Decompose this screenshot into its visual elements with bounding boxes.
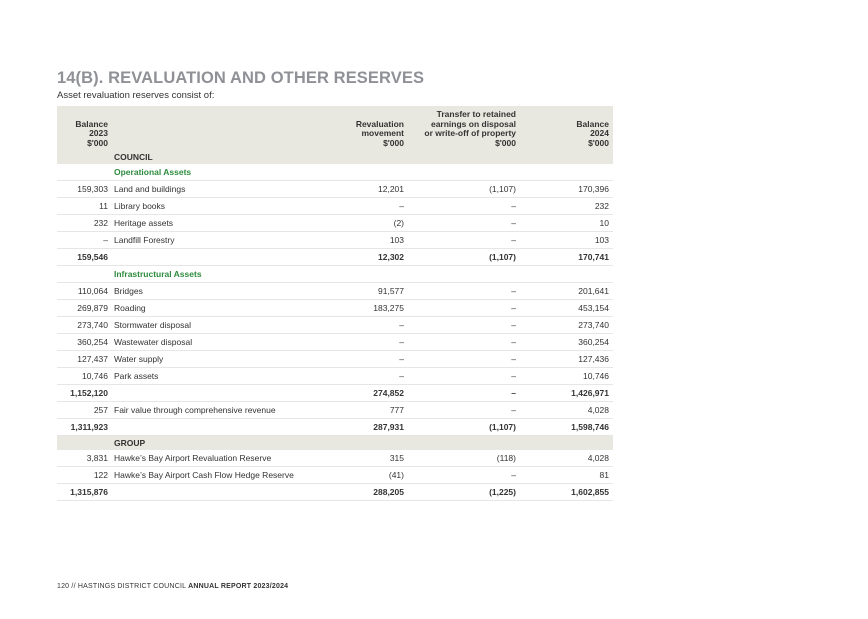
cell-balance-2023: 1,315,876 bbox=[57, 484, 112, 501]
cell-transfer: – bbox=[408, 317, 520, 334]
cell-empty bbox=[408, 164, 520, 181]
header-balance-2024 bbox=[520, 106, 613, 150]
cell-transfer: (1,107) bbox=[408, 419, 520, 436]
cell-transfer: – bbox=[408, 283, 520, 300]
cell-empty bbox=[57, 266, 112, 283]
cell-description: Land and buildings bbox=[112, 181, 346, 198]
page-title: 14(B). REVALUATION AND OTHER RESERVES bbox=[57, 69, 425, 87]
subsection-row bbox=[57, 266, 613, 283]
cell-balance-2023: 11 bbox=[57, 198, 112, 215]
cell-revaluation: 103 bbox=[346, 232, 408, 249]
cell-transfer: – bbox=[408, 198, 520, 215]
cell-description: Wastewater disposal bbox=[112, 334, 346, 351]
table-row bbox=[57, 467, 613, 484]
cell-description: Bridges bbox=[112, 283, 346, 300]
table-row bbox=[57, 368, 613, 385]
cell-balance-2023: 110,064 bbox=[57, 283, 112, 300]
cell-balance-2024: 1,426,971 bbox=[520, 385, 613, 402]
cell-description: Library books bbox=[112, 198, 346, 215]
header-description bbox=[112, 106, 346, 150]
header-transfer-retained-earnings bbox=[408, 106, 520, 150]
subsection-label: Infrastructural Assets bbox=[112, 266, 346, 283]
cell-balance-2023: 360,254 bbox=[57, 334, 112, 351]
total-row bbox=[57, 419, 613, 436]
cell-balance-2024: 232 bbox=[520, 198, 613, 215]
section-row bbox=[57, 436, 613, 451]
cell-description: Hawke’s Bay Airport Revaluation Reserve bbox=[112, 450, 346, 467]
cell-empty bbox=[408, 150, 520, 164]
cell-empty bbox=[520, 150, 613, 164]
table-row bbox=[57, 351, 613, 368]
cell-revaluation: 91,577 bbox=[346, 283, 408, 300]
cell-description bbox=[112, 419, 346, 436]
header-revaluation-movement bbox=[346, 106, 408, 150]
table-row bbox=[57, 317, 613, 334]
footer-report-title: ANNUAL REPORT 2023/2024 bbox=[188, 583, 289, 590]
cell-transfer: (1,107) bbox=[408, 249, 520, 266]
header-line: Transfer to retained bbox=[436, 109, 516, 119]
cell-description bbox=[112, 385, 346, 402]
cell-revaluation: (41) bbox=[346, 467, 408, 484]
subsection-label: Operational Assets bbox=[112, 164, 346, 181]
cell-balance-2024: 81 bbox=[520, 467, 613, 484]
cell-balance-2024: 127,436 bbox=[520, 351, 613, 368]
cell-balance-2024: 170,741 bbox=[520, 249, 613, 266]
table-row bbox=[57, 232, 613, 249]
cell-empty bbox=[520, 266, 613, 283]
cell-balance-2023: 127,437 bbox=[57, 351, 112, 368]
footer-prefix: 120 // HASTINGS DISTRICT COUNCIL bbox=[57, 583, 189, 590]
cell-balance-2024: 170,396 bbox=[520, 181, 613, 198]
cell-revaluation: – bbox=[346, 198, 408, 215]
header-line: $'000 bbox=[588, 137, 609, 148]
cell-description: Roading bbox=[112, 300, 346, 317]
reserves-table bbox=[57, 106, 613, 501]
total-row bbox=[57, 385, 613, 402]
cell-revaluation: 183,275 bbox=[346, 300, 408, 317]
total-row bbox=[57, 484, 613, 501]
table-row bbox=[57, 181, 613, 198]
cell-empty bbox=[57, 436, 112, 451]
cell-transfer: – bbox=[408, 368, 520, 385]
cell-balance-2023: 10,746 bbox=[57, 368, 112, 385]
cell-empty bbox=[346, 150, 408, 164]
cell-transfer: (1,225) bbox=[408, 484, 520, 501]
table-row bbox=[57, 300, 613, 317]
section-row bbox=[57, 150, 613, 164]
cell-description: Stormwater disposal bbox=[112, 317, 346, 334]
header-line: Balance bbox=[75, 118, 108, 129]
cell-balance-2023: 159,546 bbox=[57, 249, 112, 266]
cell-balance-2024: 273,740 bbox=[520, 317, 613, 334]
table-row bbox=[57, 215, 613, 232]
cell-empty bbox=[408, 436, 520, 451]
total-row bbox=[57, 249, 613, 266]
cell-description bbox=[112, 249, 346, 266]
cell-revaluation: 288,205 bbox=[346, 484, 408, 501]
cell-balance-2024: 1,598,746 bbox=[520, 419, 613, 436]
cell-empty bbox=[346, 164, 408, 181]
cell-transfer: – bbox=[408, 215, 520, 232]
cell-description: Hawke’s Bay Airport Cash Flow Hedge Reserve bbox=[112, 467, 346, 484]
table-intro: Asset revaluation reserves consist of: bbox=[57, 90, 215, 101]
table-row bbox=[57, 450, 613, 467]
cell-balance-2024: 10,746 bbox=[520, 368, 613, 385]
cell-balance-2023: 257 bbox=[57, 402, 112, 419]
cell-empty bbox=[520, 436, 613, 451]
cell-balance-2024: 103 bbox=[520, 232, 613, 249]
cell-description: Park assets bbox=[112, 368, 346, 385]
cell-revaluation: – bbox=[346, 317, 408, 334]
cell-empty bbox=[408, 266, 520, 283]
cell-balance-2024: 4,028 bbox=[520, 402, 613, 419]
header-balance-2023 bbox=[57, 106, 112, 150]
cell-balance-2024: 453,154 bbox=[520, 300, 613, 317]
header-line: 2023 bbox=[89, 128, 108, 138]
cell-empty bbox=[346, 266, 408, 283]
cell-revaluation: – bbox=[346, 368, 408, 385]
cell-revaluation: (2) bbox=[346, 215, 408, 232]
cell-balance-2023: 1,311,923 bbox=[57, 419, 112, 436]
cell-balance-2024: 201,641 bbox=[520, 283, 613, 300]
table-row bbox=[57, 402, 613, 419]
cell-description: Heritage assets bbox=[112, 215, 346, 232]
cell-transfer: – bbox=[408, 334, 520, 351]
cell-description bbox=[112, 484, 346, 501]
page-footer bbox=[57, 583, 288, 590]
cell-balance-2023: 3,831 bbox=[57, 450, 112, 467]
cell-description: Landfill Forestry bbox=[112, 232, 346, 249]
cell-transfer: (1,107) bbox=[408, 181, 520, 198]
cell-revaluation: 777 bbox=[346, 402, 408, 419]
cell-balance-2023: 1,152,120 bbox=[57, 385, 112, 402]
cell-revaluation: – bbox=[346, 351, 408, 368]
section-label: COUNCIL bbox=[112, 150, 346, 164]
header-line: $'000 bbox=[495, 137, 516, 148]
cell-transfer: – bbox=[408, 467, 520, 484]
cell-balance-2024: 1,602,855 bbox=[520, 484, 613, 501]
cell-description: Water supply bbox=[112, 351, 346, 368]
table-row bbox=[57, 334, 613, 351]
cell-revaluation: 12,201 bbox=[346, 181, 408, 198]
cell-transfer: – bbox=[408, 351, 520, 368]
cell-balance-2023: 273,740 bbox=[57, 317, 112, 334]
table-row bbox=[57, 198, 613, 215]
cell-empty bbox=[346, 436, 408, 451]
cell-transfer: (118) bbox=[408, 450, 520, 467]
header-line: Balance bbox=[576, 118, 609, 129]
cell-balance-2024: 360,254 bbox=[520, 334, 613, 351]
cell-transfer: – bbox=[408, 300, 520, 317]
header-line: Revaluation bbox=[355, 118, 404, 129]
section-label: GROUP bbox=[112, 436, 346, 451]
cell-transfer: – bbox=[408, 402, 520, 419]
cell-empty bbox=[57, 164, 112, 181]
cell-balance-2023: 269,879 bbox=[57, 300, 112, 317]
header-line: $'000 bbox=[383, 137, 404, 148]
cell-description: Fair value through comprehensive revenue bbox=[112, 402, 346, 419]
cell-balance-2023: 122 bbox=[57, 467, 112, 484]
header-line: movement bbox=[361, 128, 404, 138]
subsection-row bbox=[57, 164, 613, 181]
table-body bbox=[57, 150, 613, 501]
cell-revaluation: – bbox=[346, 334, 408, 351]
table-row bbox=[57, 283, 613, 300]
header-line: $'000 bbox=[87, 137, 108, 148]
header-line: earnings on disposal bbox=[430, 118, 516, 129]
cell-revaluation: 315 bbox=[346, 450, 408, 467]
cell-revaluation: 287,931 bbox=[346, 419, 408, 436]
header-line: 2024 bbox=[590, 128, 609, 138]
cell-revaluation: 274,852 bbox=[346, 385, 408, 402]
header-line: or write-off of property bbox=[424, 128, 516, 138]
cell-transfer: – bbox=[408, 385, 520, 402]
cell-balance-2024: 10 bbox=[520, 215, 613, 232]
cell-empty bbox=[520, 164, 613, 181]
cell-revaluation: 12,302 bbox=[346, 249, 408, 266]
cell-balance-2024: 4,028 bbox=[520, 450, 613, 467]
cell-balance-2023: – bbox=[57, 232, 112, 249]
cell-balance-2023: 232 bbox=[57, 215, 112, 232]
header-row bbox=[57, 106, 613, 150]
cell-empty bbox=[57, 150, 112, 164]
cell-transfer: – bbox=[408, 232, 520, 249]
cell-balance-2023: 159,303 bbox=[57, 181, 112, 198]
